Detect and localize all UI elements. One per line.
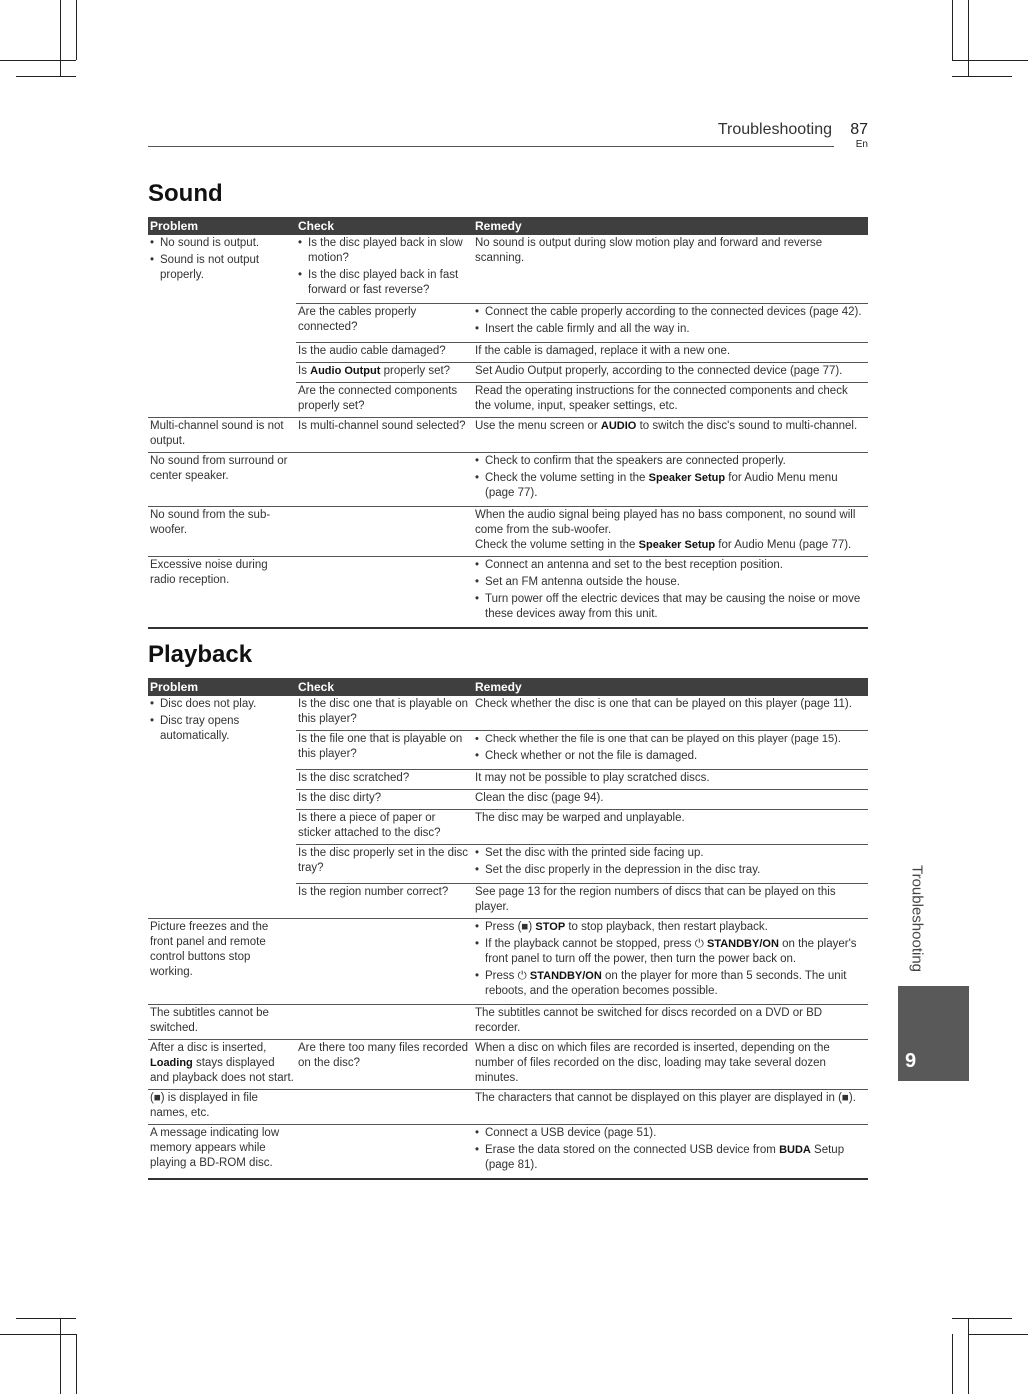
crop-mark: [76, 1334, 77, 1394]
remedy-cell: [473, 557, 868, 629]
list-item: • Set the disc properly in the depression in the disc tray.: [475, 863, 866, 878]
table-header-row: [148, 217, 868, 235]
column-header: Check: [296, 678, 473, 696]
table-row: [148, 418, 868, 453]
playback-table: [148, 678, 868, 1180]
problem-cell: [148, 696, 296, 919]
column-header: Remedy: [473, 678, 868, 696]
list-item: • Sound is not output properly.: [150, 253, 294, 283]
text: Press (■): [485, 921, 536, 933]
check-cell: Are the connected components properly set?: [296, 383, 473, 418]
text: After a disc is inserted,: [150, 1042, 267, 1054]
column-header: Remedy: [473, 217, 868, 235]
crop-mark: [0, 1334, 76, 1335]
text: Erase the data stored on the connected USB device from: [485, 1144, 780, 1156]
table-row: [148, 557, 868, 629]
check-cell: [296, 453, 473, 507]
table-row: [148, 1005, 868, 1040]
table-row: [148, 235, 868, 304]
crop-mark: [16, 1318, 76, 1319]
problem-cell: [148, 235, 296, 418]
setting-name: BUDA: [779, 1144, 811, 1156]
text: Check the volume setting in the: [485, 472, 649, 484]
list-item: • Is the disc played back in slow motion?: [298, 236, 471, 266]
problem-cell: The subtitles cannot be switched.: [148, 1005, 296, 1040]
check-cell: Is the disc dirty?: [296, 790, 473, 810]
text: for Audio Menu menu (page 77).: [485, 472, 838, 499]
playback-heading: Playback: [148, 641, 253, 668]
problem-cell: No sound from the sub-woofer.: [148, 507, 296, 557]
text: properly set?: [380, 365, 451, 377]
list-item: • No sound is output.: [150, 236, 294, 251]
text: stays displayed and playback does not start.: [150, 1057, 294, 1084]
remedy-cell: No sound is output during slow motion play and forward and reverse scanning.: [473, 235, 868, 304]
text: to stop playback, then restart playback.: [565, 921, 768, 933]
button-name: STOP: [535, 921, 566, 933]
display-message: Loading: [150, 1057, 193, 1069]
crop-mark: [968, 0, 969, 76]
crop-mark: [60, 1318, 61, 1394]
remedy-cell: [473, 919, 868, 1005]
button-name: STANDBY/ON: [529, 970, 602, 982]
problem-cell: No sound from surround or center speaker.: [148, 453, 296, 507]
check-cell: [296, 507, 473, 557]
text: [475, 538, 866, 553]
crop-mark: [60, 0, 61, 76]
list-item: • Set the disc with the printed side facing up.: [475, 846, 866, 861]
list-item: • Turn power off the electric devices that may be causing the noise or move these devices away from this unit.: [475, 592, 866, 622]
list-item: [475, 937, 866, 967]
crop-mark: [952, 76, 1012, 77]
button-name: AUDIO: [600, 420, 637, 432]
header-section-title: Troubleshooting: [717, 121, 832, 138]
remedy-cell: See page 13 for the region numbers of discs that can be played on this player.: [473, 884, 868, 919]
table-row: [148, 1125, 868, 1180]
list-item: [475, 1143, 866, 1173]
table-row: [148, 696, 868, 731]
remedy-cell: [473, 418, 868, 453]
check-cell: [296, 557, 473, 629]
text: on the player's front panel to turn off the power, then turn the power back on.: [485, 938, 857, 965]
remedy-cell: Clean the disc (page 94).: [473, 790, 868, 810]
problem-cell: [148, 1040, 296, 1090]
crop-mark: [968, 1334, 1028, 1335]
list-item: • Set an FM antenna outside the house.: [475, 575, 866, 590]
remedy-cell: Set Audio Output properly, according to the connected device (page 77).: [473, 363, 868, 383]
check-cell: [296, 919, 473, 1005]
remedy-cell: [473, 453, 868, 507]
check-cell: Is the audio cable damaged?: [296, 343, 473, 363]
column-header: Problem: [148, 217, 296, 235]
list-item: • Check to confirm that the speakers are connected properly.: [475, 454, 866, 469]
table-row: [148, 453, 868, 507]
sound-table: [148, 217, 868, 629]
page-header: [148, 118, 868, 158]
table-row: [148, 507, 868, 557]
text: Press ⏻: [485, 970, 530, 982]
remedy-cell: [473, 304, 868, 343]
side-section-label: Troubleshooting: [908, 864, 926, 972]
remedy-cell: It may not be possible to play scratched discs.: [473, 770, 868, 790]
crop-mark: [952, 0, 953, 60]
text: for Audio Menu (page 77).: [715, 539, 852, 551]
remedy-cell: Check whether the disc is one that can be played on this player (page 11).: [473, 696, 868, 731]
remedy-cell: [473, 1125, 868, 1180]
text: When the audio signal being played has no bass component, no sound will come from the sub-woofer.: [475, 509, 856, 536]
list-item: • Connect a USB device (page 51).: [475, 1126, 866, 1141]
button-name: STANDBY/ON: [706, 938, 779, 950]
crop-mark: [968, 1318, 969, 1394]
table-header-row: [148, 678, 868, 696]
list-item: • Is the disc played back in fast forward or fast reverse?: [298, 268, 471, 298]
list-item: • Check whether or not the file is damaged.: [475, 749, 866, 764]
sound-heading: Sound: [148, 180, 223, 207]
remedy-cell: The characters that cannot be displayed on this player are displayed in (■).: [473, 1090, 868, 1125]
crop-mark: [16, 76, 76, 77]
text: Is: [298, 365, 311, 377]
text: Use the menu screen or: [475, 420, 601, 432]
remedy-cell: [473, 845, 868, 884]
check-cell: Is the region number correct?: [296, 884, 473, 919]
crop-mark: [952, 1334, 953, 1394]
text: to switch the disc's sound to multi-channel.: [636, 420, 858, 432]
setting-name: Audio Output: [310, 365, 381, 377]
list-item: • Connect the cable properly according to the connected devices (page 42).: [475, 305, 866, 320]
check-cell: Is the disc scratched?: [296, 770, 473, 790]
list-item: • Connect an antenna and set to the best reception position.: [475, 558, 866, 573]
text: If the playback cannot be stopped, press ⏻: [485, 938, 707, 950]
problem-cell: Excessive noise during radio reception.: [148, 557, 296, 629]
check-cell: Are the cables properly connected?: [296, 304, 473, 343]
remedy-cell: Read the operating instructions for the connected components and check the volume, input, speaker settings, etc.: [473, 383, 868, 418]
check-cell: Is the disc one that is playable on this player?: [296, 696, 473, 731]
check-cell: [296, 1125, 473, 1180]
column-header: Problem: [148, 678, 296, 696]
problem-cell: A message indicating low memory appears while playing a BD-ROM disc.: [148, 1125, 296, 1180]
header-rule: [148, 146, 834, 147]
check-cell: Is there a piece of paper or sticker attached to the disc?: [296, 810, 473, 845]
list-item: [475, 920, 866, 935]
crop-mark: [952, 60, 1028, 61]
list-item: • Check whether the file is one that can be played on this player (page 15).: [475, 732, 866, 747]
remedy-cell: The subtitles cannot be switched for discs recorded on a DVD or BD recorder.: [473, 1005, 868, 1040]
remedy-cell: When a disc on which files are recorded is inserted, depending on the number of files recorded on the disc, loading may take several dozen minutes.: [473, 1040, 868, 1090]
list-item: • Insert the cable firmly and all the way in.: [475, 322, 866, 337]
check-cell: [296, 235, 473, 304]
crop-mark: [0, 60, 76, 61]
check-cell: Is the disc properly set in the disc tray?: [296, 845, 473, 884]
check-cell: Are there too many files recorded on the disc?: [296, 1040, 473, 1090]
list-item: • Disc tray opens automatically.: [150, 714, 294, 744]
remedy-cell: [473, 731, 868, 770]
setting-name: Speaker Setup: [648, 472, 726, 484]
language-code: En: [855, 139, 868, 150]
setting-name: Speaker Setup: [638, 539, 716, 551]
check-cell: Is multi-channel sound selected?: [296, 418, 473, 453]
page-number: 87: [850, 121, 868, 138]
crop-mark: [76, 0, 77, 60]
list-item: [475, 471, 866, 501]
check-cell: [296, 363, 473, 383]
table-row: [148, 1040, 868, 1090]
text: Check the volume setting in the: [475, 539, 639, 551]
list-item: • Disc does not play.: [150, 697, 294, 712]
list-item: [475, 969, 866, 999]
check-cell: Is the file one that is playable on this player?: [296, 731, 473, 770]
remedy-cell: [473, 507, 868, 557]
text: Setup (page 81).: [485, 1144, 845, 1171]
problem-cell: Picture freezes and the front panel and remote control buttons stop working.: [148, 919, 296, 1005]
table-row: [148, 919, 868, 1005]
table-row: [148, 1090, 868, 1125]
remedy-cell: The disc may be warped and unplayable.: [473, 810, 868, 845]
problem-cell: Multi-channel sound is not output.: [148, 418, 296, 453]
check-cell: [296, 1090, 473, 1125]
crop-mark: [952, 1318, 1012, 1319]
check-cell: [296, 1005, 473, 1040]
column-header: Check: [296, 217, 473, 235]
problem-cell: (■) is displayed in file names, etc.: [148, 1090, 296, 1125]
chapter-number: 9: [905, 1050, 917, 1072]
remedy-cell: If the cable is damaged, replace it with a new one.: [473, 343, 868, 363]
text: on the player for more than 5 seconds. The unit reboots, and the operation becomes possible.: [485, 970, 847, 997]
